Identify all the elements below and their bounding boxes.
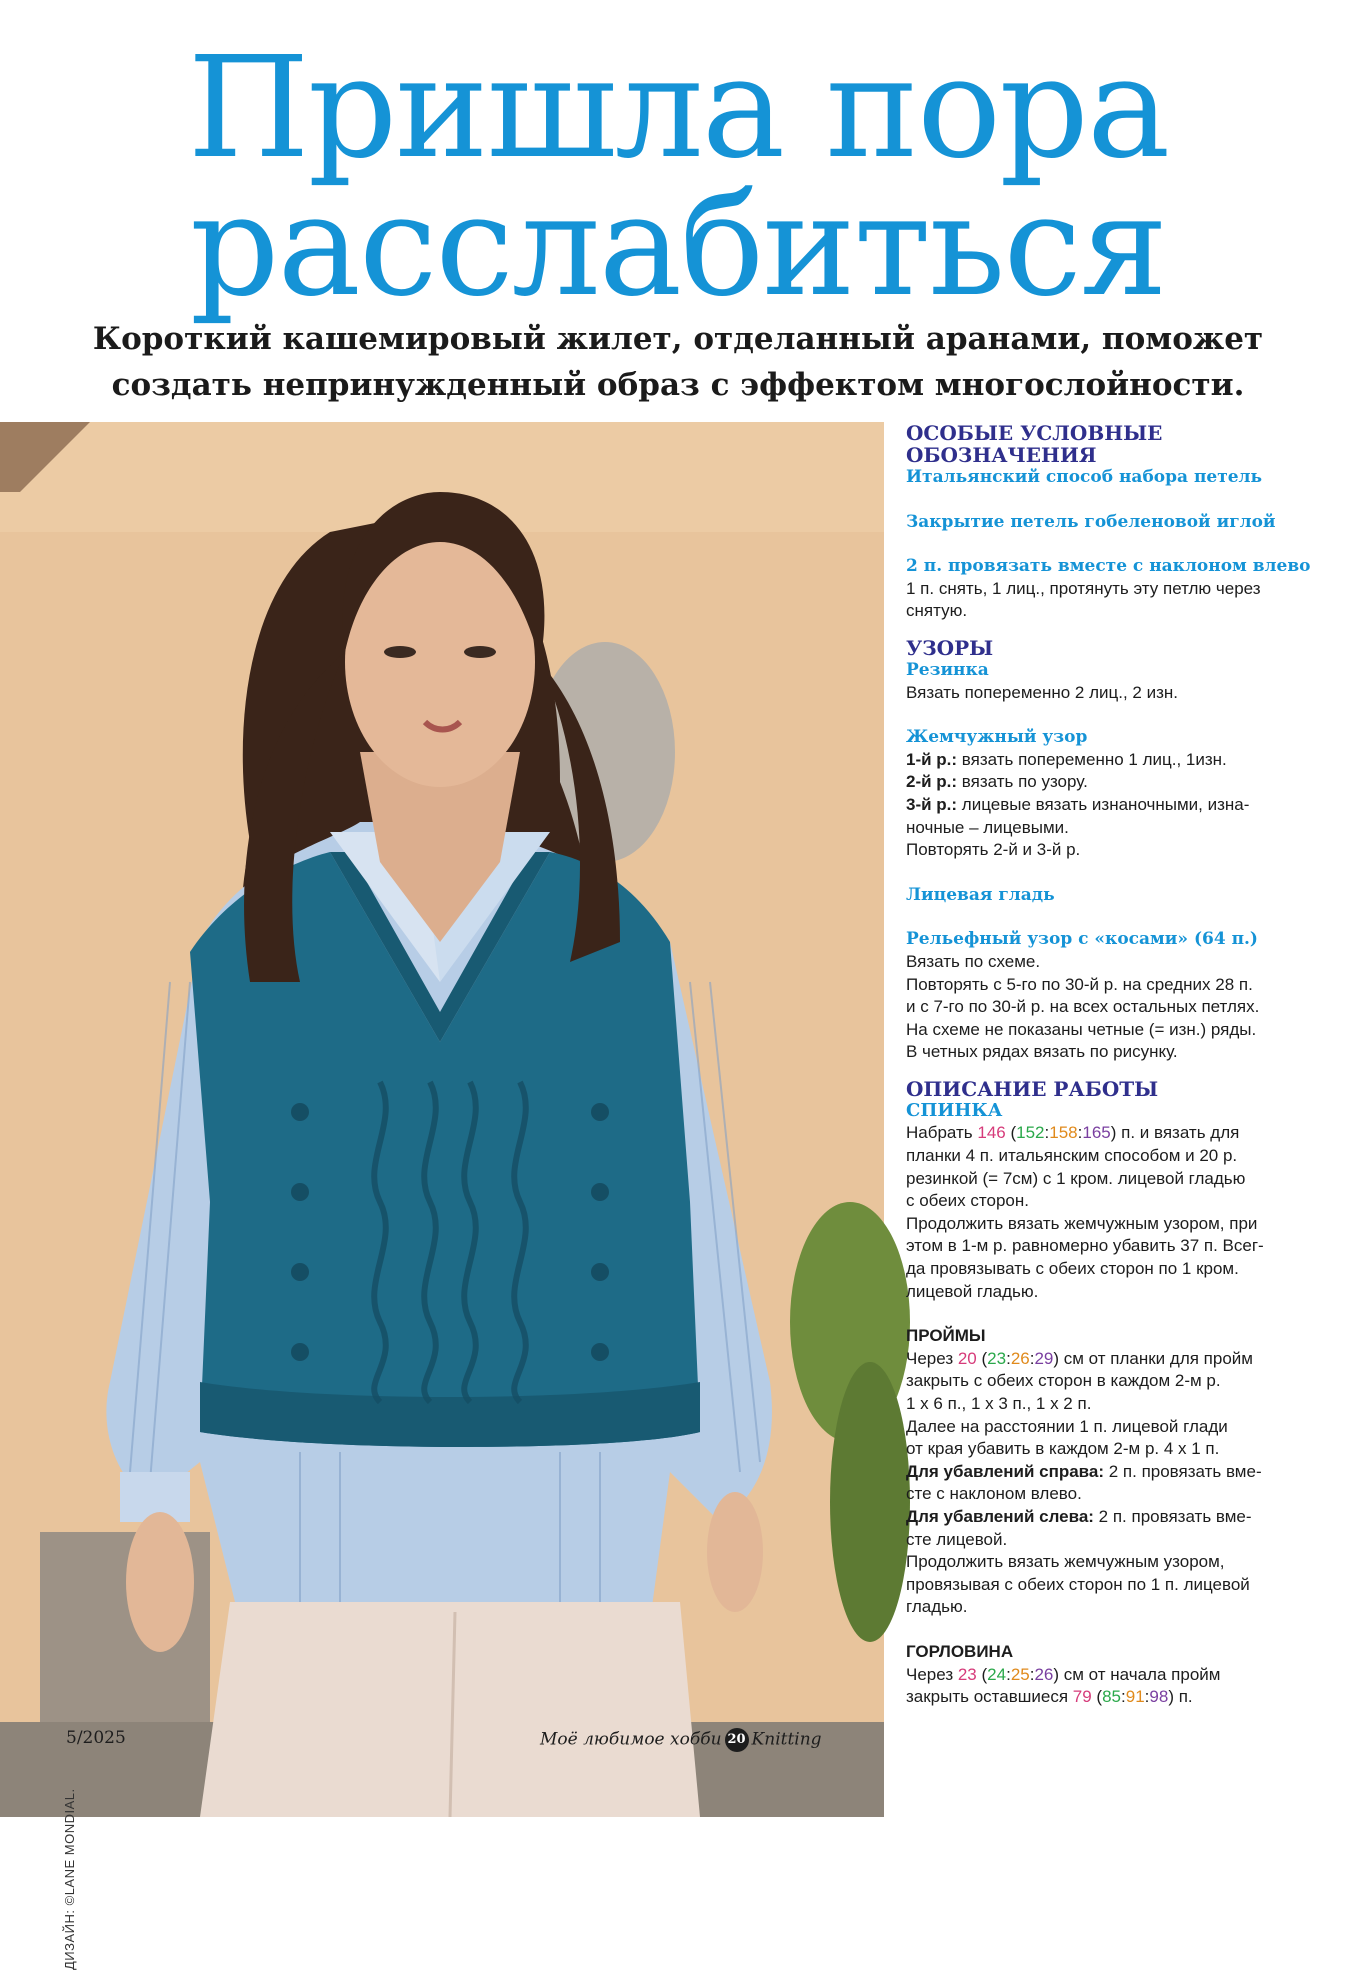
special-item-2: Закрытие петель гобеленовой иглой [906, 511, 1276, 532]
colon: : [1029, 1348, 1035, 1368]
issue-number: 5/2025 [66, 1728, 126, 1748]
back-line-7: да провязывать с обеих сторон по 1 кром. [906, 1259, 1239, 1279]
cable-line-4: На схеме не показаны четные (= изн.) ряды. [906, 1019, 1257, 1039]
lead-paragraph [60, 316, 1296, 408]
neck-bindoff-size-2: 85 [1102, 1687, 1122, 1707]
cable-line-5: В четных рядах вязать по рисунку. [906, 1042, 1178, 1062]
photo-credit: ДИЗАЙН: ©LANE MONDIAL. [62, 1788, 77, 1970]
cable-title: Рельефный узор с «косами» (64 п.) [906, 929, 1258, 950]
back-title: СПИНКА [906, 1099, 1003, 1121]
cable-text [906, 951, 1318, 1064]
pearl-row-1-label: 1-й р.: [906, 749, 958, 769]
instructions-column [906, 422, 1318, 1709]
colon: : [1006, 1348, 1011, 1368]
model-photo [0, 422, 884, 1970]
armhole-size-3: 26 [1010, 1348, 1030, 1368]
pearl-row-3 [906, 794, 1318, 839]
armhole-suffix: ) см от планки для пройм [1053, 1348, 1253, 1368]
armhole-left-label: Для убавлений слева: [906, 1506, 1094, 1526]
rib-text: Вязать попеременно 2 лиц., 2 изн. [906, 682, 1178, 702]
neck-bindoff-size-4: 98 [1149, 1687, 1169, 1707]
armhole-size-2: 23 [987, 1348, 1007, 1368]
special-item-3-text [906, 578, 1318, 623]
neck-bindoff-prefix: закрыть оставшиеся [906, 1687, 1073, 1707]
magazine-name: Моё любимое хобби [540, 1729, 722, 1750]
pearl-row-1 [906, 749, 1318, 772]
page-title-line-1: Пришла пора [187, 27, 1169, 190]
armhole-line-2: закрыть с обеих сторон в каждом 2-м р. [906, 1371, 1221, 1391]
armhole-line-9: сте лицевой. [906, 1529, 1008, 1549]
neck-size-1: 23 [957, 1664, 977, 1684]
armhole-prefix: Через [906, 1348, 958, 1368]
back-line-6: этом в 1-м р. равномерно убавить 37 п. Всег- [906, 1236, 1264, 1256]
back-size-2: 152 [1016, 1123, 1045, 1143]
armhole-line-12: гладью. [906, 1597, 968, 1617]
rib-title: Резинка [906, 659, 989, 680]
neck-size-3: 25 [1010, 1664, 1030, 1684]
colon: : [1144, 1687, 1150, 1707]
lead-line-1: Короткий кашемировый жилет, отделанный аранами, поможет [92, 321, 1264, 357]
back-line-5: Продолжить вязать жемчужным узором, при [906, 1213, 1258, 1233]
lead-line-2: создать непринужденный образ с эффектом многослойности. [111, 367, 1245, 403]
armhole-line-5: от края убавить в каждом 2-м р. 4 х 1 п. [906, 1439, 1220, 1459]
stockinette-title: Лицевая гладь [906, 884, 1055, 905]
back-text [906, 1122, 1318, 1303]
back-line-3: резинкой (= 7см) с 1 кром. лицевой гладью [906, 1168, 1246, 1188]
pearl-title: Жемчужный узор [906, 727, 1088, 748]
armhole-line-3: 1 х 6 п., 1 х 3 п., 1 х 2 п. [906, 1394, 1092, 1413]
section-name: Knitting [751, 1729, 822, 1750]
paren: ( [976, 1664, 988, 1684]
pearl-repeat: Повторять 2-й и 3-й р. [906, 840, 1081, 860]
neck-prefix: Через [906, 1664, 958, 1684]
work-heading: ОПИСАНИЕ РАБОТЫ [906, 1076, 1159, 1101]
pearl-row-3-label: 3-й р.: [906, 794, 958, 814]
neck-bindoff-size-3: 91 [1125, 1687, 1145, 1707]
pearl-row-1-text: вязать попеременно 1 лиц., 1изн. [957, 749, 1227, 769]
back-cast-on-prefix: Набрать [906, 1123, 978, 1143]
cable-line-3: и с 7-го по 30-й р. на всех остальных петлях. [906, 997, 1260, 1017]
back-size-4: 165 [1082, 1123, 1111, 1143]
paren: ( [1005, 1123, 1017, 1143]
neck-text [906, 1664, 1318, 1709]
special-item-3-text-1: 1 п. снять, 1 лиц., протянуть эту петлю через [906, 578, 1261, 598]
colon: : [1044, 1123, 1050, 1143]
magazine-footer [540, 1728, 822, 1752]
special-item-3: 2 п. провязать вместе с наклоном влево [906, 556, 1311, 577]
back-size-3: 158 [1049, 1123, 1078, 1143]
pearl-row-2 [906, 771, 1318, 794]
pearl-row-3-text-2: ночные – лицевыми. [906, 817, 1069, 837]
back-line-4: с обеих сторон. [906, 1191, 1029, 1211]
special-item-3-text-2: снятую. [906, 601, 968, 621]
neck-bindoff-size-1: 79 [1072, 1687, 1092, 1707]
armhole-right-text: 2 п. провязать вме- [1104, 1461, 1262, 1481]
colon: : [1077, 1123, 1083, 1143]
armhole-size-4: 29 [1034, 1348, 1054, 1368]
back-cast-on-suffix: ) п. и вязать для [1110, 1123, 1240, 1143]
cable-line-1: Вязать по схеме. [906, 951, 1041, 971]
armhole-line-7: сте с наклоном влево. [906, 1484, 1082, 1504]
neck-bindoff-suffix: ) п. [1168, 1687, 1193, 1707]
special-heading [906, 422, 1318, 466]
paren: ( [1091, 1687, 1103, 1707]
back-size-1: 146 [977, 1123, 1006, 1143]
paren: ( [976, 1348, 988, 1368]
colon: : [1029, 1664, 1035, 1684]
armhole-title: ПРОЙМЫ [906, 1326, 986, 1346]
special-heading-line-1: ОСОБЫЕ УСЛОВНЫЕ [906, 421, 1163, 445]
colon: : [1006, 1664, 1011, 1684]
pearl-row-3-text-1: лицевые вязать изнаночными, изна- [957, 794, 1250, 814]
colon: : [1121, 1687, 1126, 1707]
page-title [0, 27, 1356, 328]
back-line-8: лицевой гладью. [906, 1281, 1039, 1301]
patterns-heading: УЗОРЫ [906, 635, 994, 660]
page-title-line-2: расслабиться [189, 165, 1167, 328]
armhole-right-label: Для убавлений справа: [906, 1461, 1105, 1481]
model-illustration [0, 422, 884, 1817]
back-line-2: планки 4 п. итальянским способом и 20 р. [906, 1146, 1238, 1166]
neck-size-2: 24 [987, 1664, 1007, 1684]
armhole-text [906, 1348, 1318, 1619]
page-number: 20 [725, 1728, 749, 1752]
armhole-left-text: 2 п. провязать вме- [1093, 1506, 1252, 1526]
neck-title: ГОРЛОВИНА [906, 1641, 1014, 1661]
armhole-line-10: Продолжить вязать жемчужным узором, [906, 1552, 1225, 1572]
cable-line-2: Повторять с 5-го по 30-й р. на средних 28 п. [906, 974, 1253, 994]
armhole-size-1: 20 [957, 1348, 977, 1368]
armhole-line-4: Далее на расстоянии 1 п. лицевой глади [906, 1416, 1228, 1436]
pearl-row-2-text: вязать по узору. [957, 772, 1088, 792]
pearl-row-2-label: 2-й р.: [906, 772, 958, 792]
neck-size-4: 26 [1034, 1664, 1054, 1684]
special-heading-line-2: ОБОЗНАЧЕНИЯ [906, 443, 1097, 467]
armhole-line-11: провязывая с обеих сторон по 1 п. лицевой [906, 1574, 1250, 1594]
neck-suffix: ) см от начала пройм [1053, 1664, 1221, 1684]
special-item-1: Итальянский способ набора петель [906, 467, 1263, 487]
